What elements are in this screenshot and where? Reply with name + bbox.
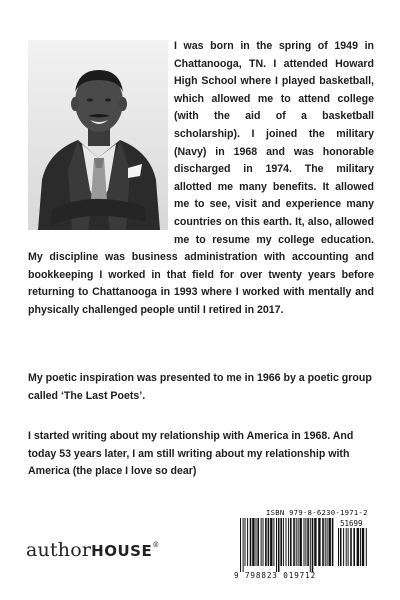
barcode-bar bbox=[286, 518, 287, 566]
barcode-bar bbox=[300, 518, 302, 566]
isbn-number: ISBN 979-8-6230-1971-2 bbox=[266, 508, 368, 517]
barcode-bar bbox=[257, 518, 259, 566]
barcode-bar bbox=[366, 528, 367, 566]
barcode-bar bbox=[280, 518, 282, 566]
barcode-bar bbox=[278, 518, 280, 572]
barcode-bar bbox=[332, 518, 334, 566]
barcode-bar bbox=[340, 528, 342, 566]
ean-barcode-bars bbox=[240, 518, 334, 572]
barcode-bar bbox=[329, 518, 331, 566]
barcode-bar bbox=[305, 518, 306, 566]
barcode-bar bbox=[312, 518, 314, 572]
bio-paragraph-2: My poetic inspiration was presented to me in 1966 by a poetic group called ‘The Last Poets’. bbox=[28, 372, 372, 402]
barcode-bar bbox=[310, 518, 311, 572]
barcode-bar bbox=[288, 518, 289, 566]
barcode-bar bbox=[245, 518, 246, 566]
barcode-bar bbox=[318, 518, 320, 566]
barcode-bar bbox=[362, 528, 364, 566]
barcode-bar bbox=[327, 518, 328, 566]
barcode-bar bbox=[338, 528, 339, 566]
barcode-bar bbox=[240, 518, 241, 572]
barcode-bar bbox=[273, 518, 274, 566]
barcode-bar bbox=[298, 518, 299, 566]
logo-author-text: author bbox=[26, 539, 92, 561]
photo-wrap-spacer bbox=[28, 38, 172, 238]
barcode-bar bbox=[348, 528, 349, 566]
barcode-bar bbox=[346, 528, 347, 566]
barcode-bar bbox=[304, 518, 305, 566]
barcode-bar bbox=[252, 518, 254, 566]
ean-digits: 9 798823 019712 bbox=[234, 571, 317, 580]
barcode-bar bbox=[250, 518, 252, 566]
addon-barcode-bars bbox=[338, 528, 368, 572]
bio-paragraph-1-text: I was born in the spring of 1949 in Chattanooga, TN. I attended Howard High School where I played basketball, which allowed me to attend college (with the aid of a basketball scholarship). I joined the military (Navy) in 1968 and was honorable discharged in 1974. The military allotted me many benefits. It allowed me to see, visit and experience many countries on this earth. It, also, allowed me to resume my college education. My discipline was business administration with accounting and bookkeeping I worked in that field for over twenty years before returning to Chattanooga in 1993 where I worked with mentally and physically challenged people until I retired in 2017. bbox=[28, 40, 374, 316]
barcode-bar bbox=[343, 528, 344, 566]
barcode-bar bbox=[314, 518, 316, 566]
barcode-bar bbox=[350, 528, 352, 566]
barcode-bar bbox=[307, 518, 309, 566]
logo-house-text: HOUSE bbox=[91, 542, 153, 560]
barcode-bar bbox=[261, 518, 262, 566]
barcode-bar bbox=[325, 518, 326, 566]
barcode-bar bbox=[353, 528, 355, 566]
barcode-bar bbox=[357, 528, 359, 566]
bio-paragraph-1 bbox=[28, 38, 374, 320]
barcode-bar bbox=[263, 518, 264, 566]
barcode-bar bbox=[256, 518, 257, 566]
publisher-logo bbox=[26, 539, 159, 561]
bio-paragraph-3: I started writing about my relationship with America in 1968. And today 53 years later, I am still writing about my relationship with America (the place I love so dear) bbox=[28, 430, 354, 478]
barcode-bar bbox=[322, 518, 324, 566]
logo-registered-mark: ® bbox=[152, 541, 160, 549]
barcode-bar bbox=[360, 528, 361, 566]
barcode-bar bbox=[265, 518, 267, 566]
barcode-bar bbox=[293, 518, 295, 566]
isbn-barcode bbox=[232, 507, 372, 585]
barcode-bar bbox=[247, 518, 248, 566]
barcode-bar bbox=[243, 518, 244, 572]
barcode-bar bbox=[290, 518, 292, 566]
price-code: 51699 bbox=[340, 519, 363, 528]
barcode-bar bbox=[276, 518, 277, 572]
barcode-bar bbox=[270, 518, 272, 566]
barcode-bar bbox=[283, 518, 284, 566]
barcode-bar bbox=[296, 518, 297, 566]
barcode-bar bbox=[268, 518, 270, 566]
